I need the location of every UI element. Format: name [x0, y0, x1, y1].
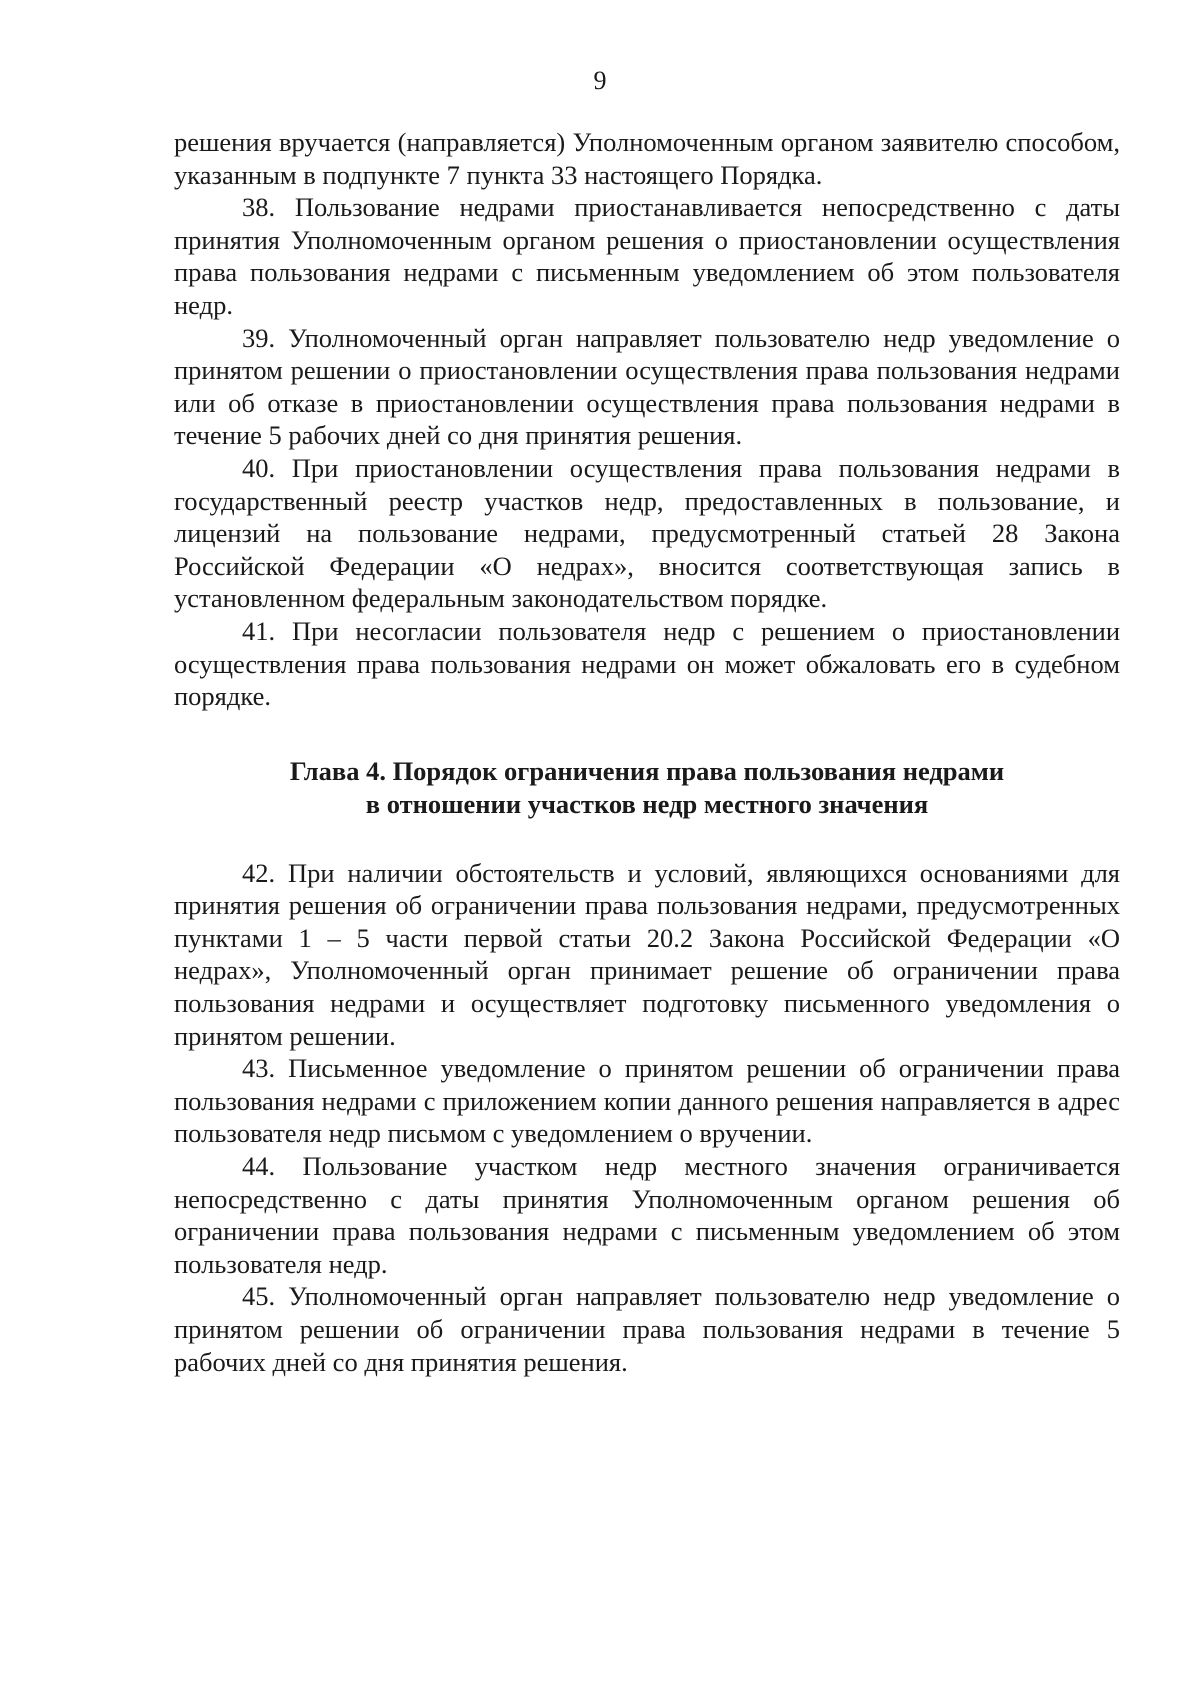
chapter-heading: [174, 755, 1120, 821]
paragraph-text: Пользование недрами приостанавливается непосредственно с даты принятия Уполномоченным органом решения о приостановлении осуществления права пользования недрами с письменным уведомлением об этом пользователя недр.: [174, 192, 1121, 320]
paragraph-39: [174, 322, 1120, 452]
page-number: 9: [593, 66, 607, 95]
chapter-heading-line-1: Глава 4. Порядок ограничения права пользования недрами: [289, 755, 1005, 786]
paragraph-number: 39.: [242, 322, 276, 353]
paragraph-continuation: [174, 126, 1120, 191]
paragraph-38: [174, 191, 1120, 321]
paragraph-number: 45.: [242, 1281, 276, 1312]
paragraph-text: Письменное уведомление о принятом решении об ограничении права пользования недрами с приложением копии данного решения направляется в адрес пользователя недр письмом с уведомлением о вручении.: [174, 1053, 1121, 1149]
paragraph-45: [174, 1280, 1120, 1378]
paragraph-number: 43.: [242, 1053, 276, 1084]
paragraph-text: решения вручается (направляется) Уполномоченным органом заявителю способом, указанным в подпункте 7 пункта 33 настоящего Порядка.: [174, 127, 1120, 190]
document-body: [174, 126, 1120, 1378]
paragraph-number: 44.: [242, 1151, 276, 1182]
paragraph-text: Пользование участком недр местного значения ограничивается непосредственно с даты принятия Уполномоченным органом решения об ограничении права пользования недрами с письменным уведомлением об этом пользователя недр.: [174, 1151, 1121, 1279]
paragraph-41: [174, 615, 1120, 713]
paragraph-text: При несогласии пользователя недр с решением о приостановлении осуществления права пользования недрами он может обжаловать его в судебном порядке.: [174, 615, 1120, 712]
paragraph-text: Уполномоченный орган направляет пользователю недр уведомление о принятом решении об ограничении права пользования недрами в течение 5 рабочих дней со дня принятия решения.: [174, 1281, 1120, 1377]
paragraph-42: [174, 857, 1120, 1053]
paragraph-40: [174, 452, 1120, 615]
paragraph-number: 40.: [242, 452, 276, 483]
paragraph-44: [174, 1150, 1120, 1280]
paragraph-number: 41.: [242, 615, 276, 646]
paragraph-text: При приостановлении осуществления права пользования недрами в государственный реестр участков недр, предоставленных в пользование, и лицензий на пользование недрами, предусмотренный статьей 28 Закона Российской Федерации «О недрах», вносится соответствующая запись в установленном федеральным законодательством порядке.: [174, 452, 1120, 614]
paragraph-number: 42.: [242, 857, 276, 888]
paragraph-text: Уполномоченный орган направляет пользователю недр уведомление о принятом решении о приостановлении осуществления права пользования недрами или об отказе в приостановлении осуществления права пользования недрами в течение 5 рабочих дней со дня принятия решения.: [174, 322, 1120, 451]
paragraph-text: При наличии обстоятельств и условий, являющихся основаниями для принятия решения об ограничении права пользования недрами, предусмотренных пунктами 1 – 5 части первой статьи 20.2 Закона Российской Федерации «О недрах», Уполномоченный орган принимает решение об ограничении права пользования недрами и осуществляет подготовку письменного уведомления о принятом решении.: [174, 857, 1121, 1051]
paragraph-43: [174, 1052, 1120, 1150]
chapter-heading-line-2: в отношении участков недр местного значения: [365, 788, 929, 819]
paragraph-number: 38.: [242, 192, 276, 223]
